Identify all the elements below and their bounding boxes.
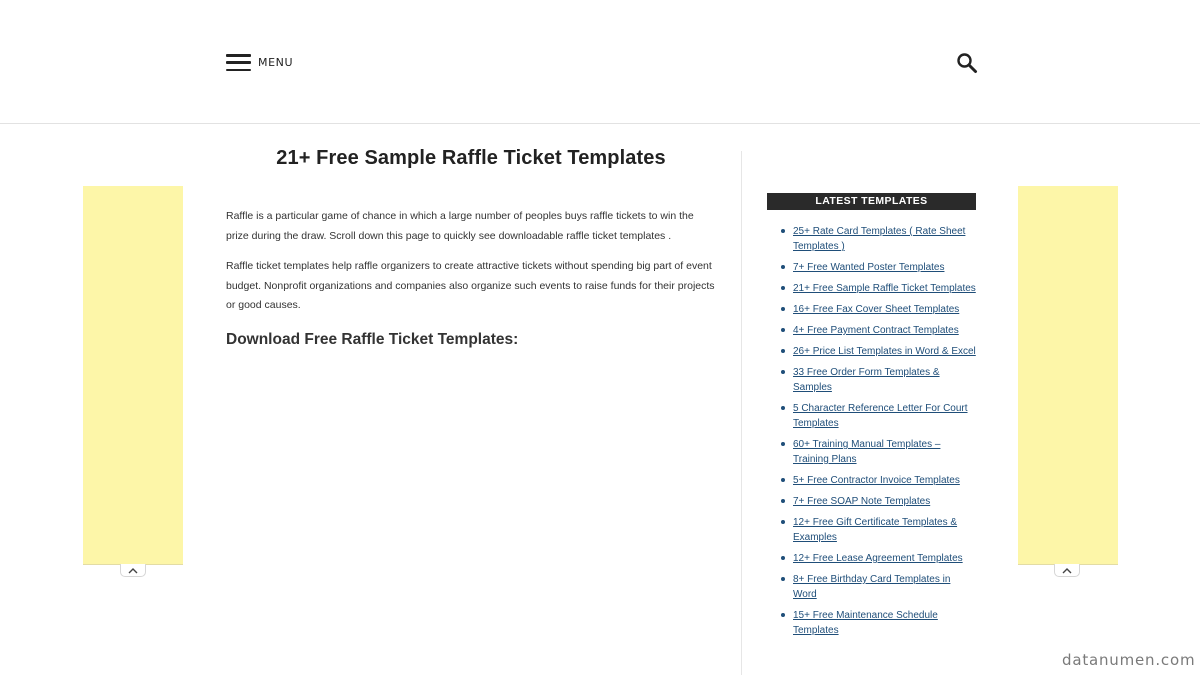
list-item [767,473,976,488]
section-heading: Download Free Raffle Ticket Templates: [226,330,519,348]
site-header [0,0,1200,124]
template-link[interactable]: 7+ Free SOAP Note Templates [793,496,931,507]
list-item [767,224,976,254]
list-item [767,401,976,431]
list-item [767,494,976,509]
column-divider [741,151,742,675]
search-icon [956,52,978,74]
list-item [767,572,976,602]
chevron-up-icon [1062,567,1072,574]
widget-title: LATEST TEMPLATES [767,193,976,210]
template-link[interactable]: 7+ Free Wanted Poster Templates [793,262,945,273]
template-link[interactable]: 25+ Rate Card Templates ( Rate Sheet Templates ) [793,226,966,252]
article-paragraph: Raffle is a particular game of chance in which a large number of peoples buys raffle tickets to win the prize during the draw. Scroll down this page to quickly see downloadable raffle ticket templates . [226,210,694,242]
right-ad-collapse-button[interactable] [1054,564,1080,577]
list-item [767,323,976,338]
template-link[interactable]: 12+ Free Lease Agreement Templates [793,553,963,564]
hamburger-icon [226,54,251,71]
article-body [226,207,716,349]
chevron-up-icon [128,567,138,574]
list-item [767,302,976,317]
template-link[interactable]: 60+ Training Manual Templates – Training Plans [793,439,941,465]
article [226,140,716,348]
template-link[interactable]: 4+ Free Payment Contract Templates [793,325,959,336]
menu-label: MENU [258,56,294,69]
left-ad-panel[interactable] [83,186,183,564]
left-ad-collapse-button[interactable] [120,564,146,577]
list-item [767,365,976,395]
template-link[interactable]: 33 Free Order Form Templates & Samples [793,367,940,393]
watermark: datanumen.com [1062,651,1196,669]
sidebar-latest-templates [767,193,976,644]
menu-button[interactable] [226,54,293,71]
template-link[interactable]: 12+ Free Gift Certificate Templates & Examples [793,517,958,543]
search-button[interactable] [956,52,978,74]
template-link[interactable]: 21+ Free Sample Raffle Ticket Templates [793,283,976,294]
template-link[interactable]: 8+ Free Birthday Card Templates in Word [793,574,951,600]
right-ad-panel[interactable] [1018,186,1118,564]
list-item [767,608,976,638]
list-item [767,281,976,296]
list-item [767,437,976,467]
page-title: 21+ Free Sample Raffle Ticket Templates [276,147,666,169]
template-link[interactable]: 15+ Free Maintenance Schedule Templates [793,610,938,636]
list-item [767,344,976,359]
list-item [767,551,976,566]
list-item [767,515,976,545]
template-link[interactable]: 5+ Free Contractor Invoice Templates [793,475,960,486]
template-link[interactable]: 5 Character Reference Letter For Court Templates [793,403,968,429]
template-link[interactable]: 16+ Free Fax Cover Sheet Templates [793,304,960,315]
article-paragraph: Raffle ticket templates help raffle organizers to create attractive tickets without spending big part of event budget. Nonprofit organizations and companies also organize such events to raise funds for their projects or good causes. [226,260,715,311]
template-list [767,224,976,638]
template-link[interactable]: 26+ Price List Templates in Word & Excel [793,346,976,357]
list-item [767,260,976,275]
